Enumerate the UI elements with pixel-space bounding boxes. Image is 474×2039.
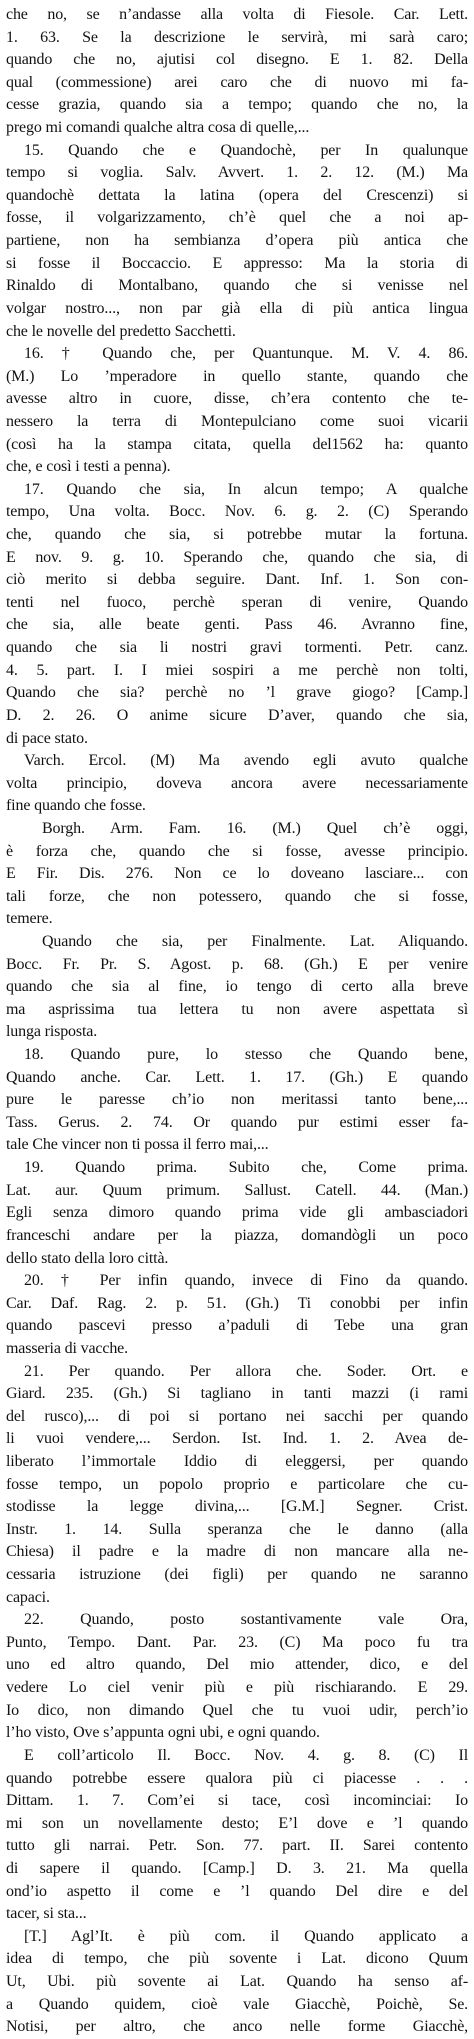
text-line: che, e così i testi a penna). — [6, 458, 171, 476]
text-line: Quando anche. Car. Lett. 1. 17. (Gh.) E quando — [6, 1068, 468, 1086]
text-line: fine quando che fosse. — [6, 797, 146, 815]
text-line: si fosse il Boccaccio. E appresso: Ma la storia di — [6, 254, 468, 272]
text-line: Bocc. Fr. Pr. S. Agost. p. 68. (Gh.) E per venire — [6, 955, 468, 973]
text-line: nessero la terra di Montepulciano come suoi vicarii — [6, 412, 468, 430]
text-line: 18. Quando pure, lo stesso che Quando bene, — [24, 1046, 468, 1064]
text-line: tutto gli narrai. Petr. Son. 77. part. II. Sarei contento — [6, 1837, 468, 1855]
text-line: quandochè dettata la latina (opera del Crescenzi) si — [6, 186, 468, 204]
text-line: 1. 63. Se la descrizione le servirà, mi sarà caro; — [6, 28, 468, 46]
text-line: che sia, alle beate genti. Pass 46. Avranno fine, — [6, 616, 468, 634]
text-line: volgar nostro..., non par già ella di più antica lingua — [6, 299, 468, 317]
text-line: Tass. Gerus. 2. 74. Or quando pur estimi esser fa- — [6, 1113, 468, 1131]
text-line: 16. † Quando che, per Quantunque. M. V. 4. 86. — [24, 345, 468, 363]
text-line: Giard. 235. (Gh.) Si tagliano in tanti mazzi (i rami — [6, 1385, 468, 1403]
text-line: tempo si voglia. Salv. Avvert. 1. 2. 12. (M.) Ma — [6, 164, 468, 182]
text-line: Dittam. 1. 7. Com’ei si tace, così incominciai: Io — [6, 1792, 468, 1810]
text-line: [T.] Agl’It. è più com. il Quando applicato a — [24, 1927, 468, 1945]
text-line: Quando che sia, per Finalmente. Lat. Aliquando. — [42, 932, 468, 950]
text-line: mi son un novellamente desto; E’l dove e ’l quando — [6, 1814, 468, 1832]
text-line: volta principio, doveva ancora avere necessariamente — [6, 774, 468, 792]
text-line: quando che no, ajutisi col disegno. E 1. 82. Della — [6, 51, 468, 69]
text-line: tali forze, che non potessero, quando che si fosse, — [6, 887, 468, 905]
text-line: l’ho visto, Ove s’appunta ogni ubi, e ogni quando. — [6, 1724, 320, 1742]
text-line: che no, se n’andasse alla volta di Fiesole. Car. Lett. — [6, 6, 468, 23]
text-line: quando pascevi presso a’paduli di Tebe una gran — [6, 1317, 468, 1335]
text-line: ond’io aspetto il come e ’l quando Del dire e del — [6, 1882, 468, 1900]
text-line: Instr. 1. 14. Sulla speranza che le danno (alla — [6, 1520, 468, 1538]
text-line: fosse, il volgarizzamento, ch’è quel che a noi ap- — [6, 209, 468, 227]
text-line: Rinaldo di Montalbano, quando che si venisse nel — [6, 277, 468, 295]
text-line: è forza che, quando che si fosse, avesse principio. — [6, 842, 468, 860]
text-line: prego mi comandi qualche altra cosa di quelle,... — [6, 119, 310, 137]
text-line: stodisse la legge divina,... [G.M.] Segner. Crist. — [6, 1498, 468, 1516]
text-line: quando che sia al fine, io tengo di certo alla breve — [6, 978, 468, 996]
text-line: tempo, Una volta. Bocc. Nov. 6. g. 2. (C) Sperando — [6, 503, 468, 521]
text-line: liberato l’immortale Iddio di eleggersi, per quando — [6, 1453, 468, 1470]
text-line: tacer, si sta... — [6, 1905, 87, 1923]
text-line: Punto, Tempo. Dant. Par. 23. (C) Ma poco fu tra — [6, 1633, 468, 1651]
text-line: 19. Quando prima. Subito che, Come prima. — [24, 1159, 468, 1177]
text-line: Io dico, non dimando Quel che tu vuoi udir, perch’io — [6, 1701, 468, 1719]
text-line: a Quando quidem, cioè vale Giacchè, Poichè, Se. — [6, 1995, 468, 2013]
text-line: fosse tempo, un popolo proprio e particolare che cu- — [6, 1475, 468, 1493]
text-line: 21. Per quando. Per allora che. Soder. Ort. e — [24, 1362, 468, 1380]
text-line: Varch. Ercol. (M) Ma avendo egli avuto qualche — [24, 752, 468, 770]
text-line: tale Che vincer non ti possa il ferro mai,... — [6, 1136, 269, 1154]
text-line: Chiesa) il padre e la madre di non mancare alla ne- — [6, 1543, 468, 1561]
text-line: temere. — [6, 910, 53, 928]
text-line: Quando che sia? perchè no ’l grave giogo? [Camp.] — [6, 684, 468, 702]
dictionary-text — [6, 4, 468, 2039]
text-line: vedere Lo ciel venir più e più rischiarando. E 29. — [6, 1679, 468, 1697]
text-line: Egli senza dimoro quando prima vide gli ambasciadori — [6, 1204, 468, 1222]
text-line: che le novelle del predetto Sacchetti. — [6, 322, 236, 340]
text-line: 17. Quando che sia, In alcun tempo; A qualche — [24, 480, 468, 498]
text-line: E nov. 9. g. 10. Sperando che, quando che sia, di — [6, 548, 468, 566]
text-line: tenti nel fuoco, perchè speran di venire, Quando — [6, 593, 468, 611]
text-line: uno ed altro quando, Del mio attender, dico, e del — [6, 1656, 468, 1674]
text-line: (così ha la stampa citata, quella del1562 ha: quanto — [6, 435, 468, 453]
text-line: del rusco),... di poi si portano nei sacchi per quando — [6, 1407, 468, 1425]
text-line: ma asprissima tua lettera tu non avere aspettata sì — [6, 1000, 468, 1018]
text-line: idea di tempo, che più sovente i Lat. dicono Quum — [6, 1950, 468, 1968]
text-line: 22. Quando, posto sostantivamente vale Ora, — [24, 1611, 468, 1629]
text-line: cessaria istruzione (dei figli) per quando ne saranno — [6, 1566, 468, 1584]
text-line: capaci. — [6, 1588, 50, 1606]
text-line: di sapere il quando. [Camp.] D. 3. 21. Ma quella — [6, 1859, 468, 1877]
text-line: li vuoi vendere,... Serdon. Ist. Ind. 1. 2. Avea de- — [6, 1430, 468, 1448]
text-line: cesse grazia, quando sia a tempo; quando che no, la — [6, 96, 468, 114]
text-line: Borgh. Arm. Fam. 16. (M.) Quel ch’è oggi, — [42, 819, 468, 837]
text-line: D. 2. 26. O anime sicure D’aver, quando che sia, — [6, 706, 468, 724]
text-line: di pace stato. — [6, 729, 88, 747]
text-line: avesse altro in cuore, disse, ch’era contento che te- — [6, 390, 468, 408]
text-line: ciò merito si debba seguire. Dant. Inf. 1. Son con- — [6, 571, 468, 589]
text-line: partiene, non ha sembianza d’opera più antica che — [6, 232, 468, 250]
text-line: E Fir. Dis. 276. Non ce lo doveano lasciare... con — [6, 865, 468, 883]
text-line: qual (commessione) arei caro che di nuovo mi fa- — [6, 73, 468, 91]
text-line: Lat. aur. Quum primum. Sallust. Catell. 44. (Man.) — [6, 1181, 468, 1199]
text-line: 15. Quando che e Quandochè, per In qualunque — [24, 141, 468, 159]
text-line: dello stato della loro città. — [6, 1249, 169, 1267]
text-line: franceschi andare per la piazza, domandògli un poco — [6, 1226, 468, 1244]
text-line: Notisi, per altro, che anco nelle forme Giacchè, — [6, 2018, 468, 2036]
text-line: quando che sia li nostri gravi tormenti. Petr. canz. — [6, 639, 468, 657]
text-line: Ut, Ubi. più sovente ai Lat. Quando ha senso af- — [6, 1973, 468, 1991]
text-line: quando potrebbe essere qualora più ci piacesse . . . — [6, 1769, 468, 1787]
text-line: (M.) Lo ’mperadore in quello stante, quando che — [6, 367, 468, 385]
text-line: masseria di vacche. — [6, 1339, 128, 1357]
text-line: pure le paresse ch’io non meritassi tanto bene,... — [6, 1091, 468, 1109]
text-line: che, quando che sia, si potrebbe mutar la fortuna. — [6, 526, 468, 544]
text-line: lunga risposta. — [6, 1023, 98, 1041]
text-line: 4. 5. part. I. I miei sospiri a me perchè non tolti, — [6, 661, 468, 679]
text-line: 20. † Per infin quando, invece di Fino da quando. — [24, 1272, 468, 1290]
text-line: E coll’articolo Il. Bocc. Nov. 4. g. 8. (C) Il — [24, 1746, 468, 1764]
text-line: Car. Daf. Rag. 2. p. 51. (Gh.) Ti conobbi per infin — [6, 1294, 468, 1312]
